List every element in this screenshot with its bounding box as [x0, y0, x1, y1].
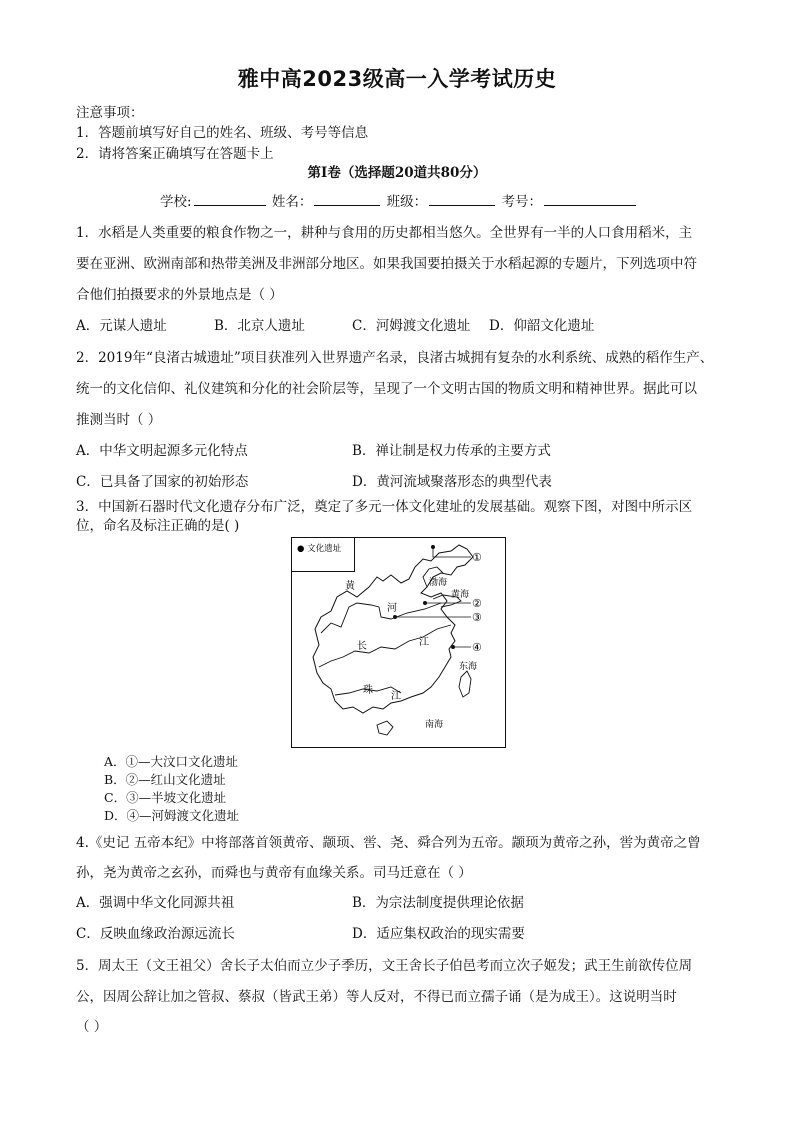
map-label: 渤海 [429, 578, 448, 588]
number-label: 考号： [501, 194, 542, 210]
name-blank[interactable] [314, 192, 380, 206]
map-legend-box [292, 538, 355, 572]
notice-heading: 注意事项： [76, 105, 144, 121]
q2-line: 统一的文化信仰、礼仪建筑和分化的社会阶层等，呈现了一个文明古国的物质文明和精神世界。据此可以 [76, 381, 697, 397]
map-label: 南海 [425, 720, 444, 730]
q3-line: 3．中国新石器时代文化遗存分布广泛，奠定了多元一体文化建址的发展基础。观察下图，对图中所示区 [76, 499, 693, 515]
q1-line: 1．水稻是人类重要的粮食作物之一，耕种与食用的历史都相当悠久。全世界有一半的人口食用稻米，主 [76, 225, 693, 241]
school-label: 学校: [160, 194, 192, 210]
q1-line: 合他们拍摄要求的外景地点是（ ） [76, 287, 283, 303]
q5-line: 公，因周公辞让加之管叔、蔡叔（皆武王弟）等人反对，不得已而立孺子诵（是为成王）。这说明当时 [76, 989, 677, 1005]
map-marker: ④ [472, 641, 482, 654]
map-label: 长 [357, 641, 367, 652]
number-blank[interactable] [544, 192, 636, 206]
map-label: 江 [391, 691, 401, 702]
q2-line: 2．2019年“良渚古城遗址”项目获准列入世界遗产名录，良渚古城拥有复杂的水利系统、成熟的稻作生产、 [76, 350, 714, 366]
q1-option-c[interactable]: C．河姆渡文化遗址 [352, 318, 471, 334]
q4-option-a[interactable]: A．强调中华文化同源共祖 [76, 895, 235, 911]
q3-line: 位，命名及标注正确的是( ) [76, 518, 240, 534]
map-marker: ③ [472, 611, 482, 624]
q1-option-a[interactable]: A．元谋人遗址 [76, 318, 167, 334]
q4-line: 孙，尧为黄帝之玄孙，而舜也与黄帝有血缘关系。司马迁意在（ ） [76, 865, 472, 881]
map-label: 河 [387, 603, 397, 614]
notice-item: 2．请将答案正确填写在答题卡上 [76, 146, 274, 162]
map-label: 黄海 [451, 590, 470, 600]
q4-option-b[interactable]: B．为宗法制度提供理论依据 [352, 895, 524, 911]
q4-option-d[interactable]: D．适应集权政治的现实需要 [352, 926, 525, 942]
q4-option-c[interactable]: C．反映血缘政治源远流长 [76, 926, 235, 942]
q2-option-d[interactable]: D．黄河流域聚落形态的典型代表 [352, 474, 552, 490]
map-legend-text: ● 文化遗址 [297, 544, 342, 554]
q2-option-a[interactable]: A．中华文明起源多元化特点 [76, 443, 248, 459]
map-label: 珠 [363, 685, 373, 696]
map-label: 黄 [345, 581, 355, 592]
q3-option-d[interactable]: D．④—河姆渡文化遗址 [104, 808, 240, 823]
q1-line: 要在亚洲、欧洲南部和热带美洲及非洲部分地区。如果我国要拍摄关于水稻起源的专题片，下列选项中符 [76, 256, 697, 272]
school-blank[interactable] [194, 192, 266, 206]
q5-line: 5．周太王（文王祖父）舍长子太伯而立少子季历，文王舍长子伯邑考而立次子姬发；武王生前欲传位周 [76, 958, 693, 974]
q3-option-b[interactable]: B．②—红山文化遗址 [104, 772, 226, 787]
q1-option-b[interactable]: B．北京人遗址 [214, 318, 305, 334]
q2-option-c[interactable]: C．已具备了国家的初始形态 [76, 474, 249, 490]
class-label: 班级： [386, 194, 428, 210]
map-marker: ① [472, 551, 482, 564]
map-marker: ② [472, 597, 482, 610]
class-blank[interactable] [429, 192, 495, 206]
name-label: 姓名： [271, 194, 313, 210]
map-label: 江 [419, 637, 429, 648]
info-line [160, 192, 638, 211]
map-label: 东海 [459, 662, 478, 672]
q2-line: 推测当时（ ） [76, 412, 162, 428]
neolithic-sites-map [291, 537, 506, 748]
q1-option-d[interactable]: D．仰韶文化遗址 [489, 318, 595, 334]
q4-line: 4.《史记 五帝本纪》中将部落首领黄帝、颛顼、喾、尧、舜合列为五帝。颛顼为黄帝之孙，喾为黄帝之曾 [76, 835, 701, 851]
exam-title: 雅中高2023级高一入学考试历史 [237, 67, 557, 91]
q3-option-a[interactable]: A．①—大汶口文化遗址 [104, 754, 239, 769]
q3-option-c[interactable]: C．③—半坡文化遗址 [104, 790, 227, 805]
notice-item: 1．答题前填写好自己的姓名、班级、考号等信息 [76, 125, 369, 141]
q2-option-b[interactable]: B．禅让制是权力传承的主要方式 [352, 443, 551, 459]
section-title: 第Ⅰ卷（选择题20道共80分） [307, 165, 487, 181]
q5-line: （ ） [76, 1019, 108, 1035]
